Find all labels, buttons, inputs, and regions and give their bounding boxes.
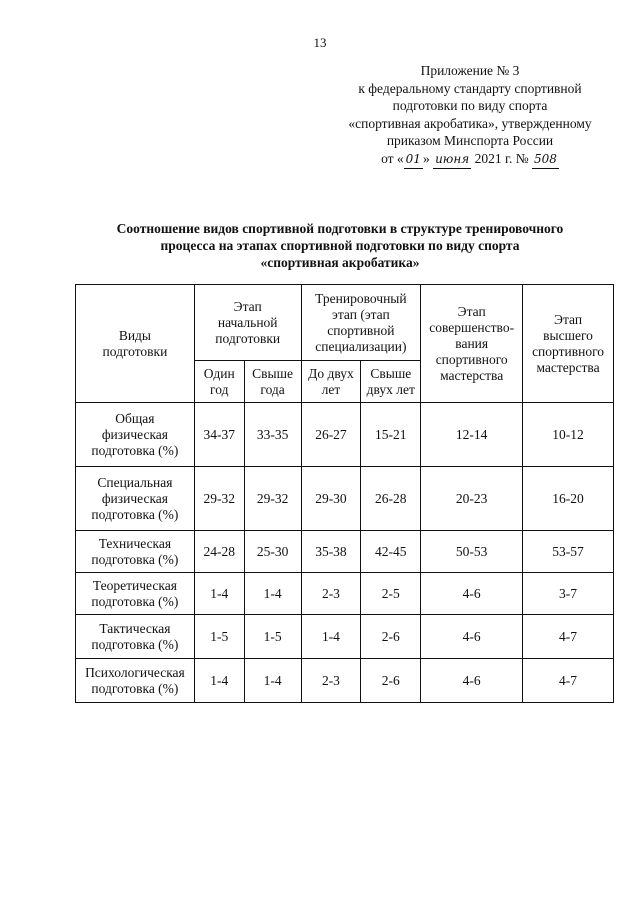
table-row	[76, 615, 614, 659]
table-cell: 1-5	[244, 615, 301, 659]
appendix-line-5: приказом Минспорта России	[386, 133, 554, 148]
table-cell: 35-38	[301, 531, 361, 573]
table-cell: 20-23	[421, 467, 523, 531]
handwritten-order-number: 508	[532, 151, 559, 170]
row-label: Тактическая подготовка (%)	[76, 615, 195, 659]
row-label: Техническая подготовка (%)	[76, 531, 195, 573]
appendix-line-3: подготовки по виду спорта	[392, 98, 548, 113]
training-ratio-table	[75, 284, 614, 703]
table-cell: 24-28	[194, 531, 244, 573]
table-cell: 26-28	[361, 467, 421, 531]
table-cell: 1-5	[194, 615, 244, 659]
date-prefix: от «	[381, 150, 404, 166]
table-cell: 4-6	[421, 615, 523, 659]
table-cell: 1-4	[194, 573, 244, 615]
title-line-3: «спортивная акробатика»	[260, 255, 420, 270]
table-cell: 3-7	[523, 573, 614, 615]
table-cell: 1-4	[244, 659, 301, 703]
appendix-line-4: «спортивная акробатика», утвержденному	[348, 115, 592, 131]
page-number: 13	[313, 35, 327, 50]
table-row	[76, 573, 614, 615]
date-year: 2021 г. №	[474, 150, 529, 166]
handwritten-month: июня	[433, 151, 471, 170]
appendix-line-1: Приложение № 3	[420, 63, 520, 78]
row-label: Теоретическая подготовка (%)	[76, 573, 195, 615]
table-cell: 29-32	[194, 467, 244, 531]
table-cell: 25-30	[244, 531, 301, 573]
row-label: Специальная физическая подготовка (%)	[76, 467, 195, 531]
table-cell: 33-35	[244, 403, 301, 467]
header-highest-stage: Этап высшего спортивного мастерства	[523, 285, 614, 403]
row-label: Психологическая подготовка (%)	[76, 659, 195, 703]
table-cell: 12-14	[421, 403, 523, 467]
table-cell: 1-4	[194, 659, 244, 703]
table-row	[76, 659, 614, 703]
title-line-2: процесса на этапах спортивной подготовки по виду спорта	[160, 238, 520, 253]
subheader-initial-over-year: Свыше года	[244, 361, 301, 403]
table-cell: 1-4	[301, 615, 361, 659]
table-cell: 10-12	[523, 403, 614, 467]
appendix-header	[300, 62, 640, 169]
table-cell: 16-20	[523, 467, 614, 531]
table-cell: 4-6	[421, 659, 523, 703]
header-improvement-stage: Этап совершенство- вания спортивного мастерства	[421, 285, 523, 403]
header-kind: Виды подготовки	[76, 285, 195, 403]
handwritten-day: 01	[404, 151, 423, 170]
table-cell: 15-21	[361, 403, 421, 467]
table-cell: 4-7	[523, 659, 614, 703]
table-body	[76, 403, 614, 703]
header-training-stage: Тренировочный этап (этап спортивной специализации)	[301, 285, 421, 361]
subheader-training-over-two: Свыше двух лет	[361, 361, 421, 403]
table-row	[76, 531, 614, 573]
table-cell: 34-37	[194, 403, 244, 467]
header-initial-stage: Этап начальной подготовки	[194, 285, 301, 361]
table-cell: 2-6	[361, 659, 421, 703]
table-cell: 2-3	[301, 659, 361, 703]
order-date-line	[300, 150, 640, 170]
table-cell: 53-57	[523, 531, 614, 573]
appendix-line-2: к федеральному стандарту спортивной	[358, 80, 582, 96]
table-cell: 4-6	[421, 573, 523, 615]
date-mid: »	[422, 150, 430, 166]
subheader-initial-one-year: Один год	[194, 361, 244, 403]
subheader-training-up-to-two: До двух лет	[301, 361, 361, 403]
row-label: Общая физическая подготовка (%)	[76, 403, 195, 467]
table-cell: 26-27	[301, 403, 361, 467]
table-cell: 2-5	[361, 573, 421, 615]
table-row	[76, 403, 614, 467]
table-cell: 2-3	[301, 573, 361, 615]
table-cell: 29-32	[244, 467, 301, 531]
table-cell: 50-53	[421, 531, 523, 573]
table-cell: 4-7	[523, 615, 614, 659]
table-row	[76, 467, 614, 531]
document-title	[70, 220, 610, 271]
title-line-1: Соотношение видов спортивной подготовки в структуре тренировочного	[116, 221, 564, 236]
table-cell: 1-4	[244, 573, 301, 615]
table-cell: 2-6	[361, 615, 421, 659]
table-cell: 29-30	[301, 467, 361, 531]
table-cell: 42-45	[361, 531, 421, 573]
